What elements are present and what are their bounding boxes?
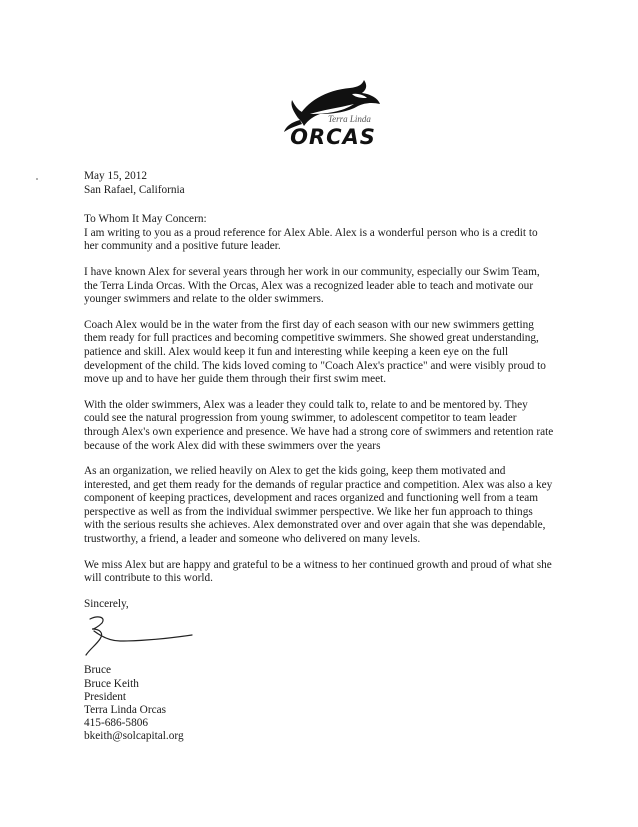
- letter-location: San Rafael, California: [84, 183, 185, 196]
- contact-name: Bruce Keith: [84, 677, 139, 690]
- scan-speck: [36, 178, 38, 180]
- paragraph-3: Coach Alex would be in the water from the first day of each season with our new swimmers getting them ready for full practices and becoming competitive swimmers. She showed great understanding, patience and skill. Alex would keep it fun and interesting while keeping a keen eye on the full development of the child. The kids loved coming to "Coach Alex's practice" and were visibly proud to move up and to have her guide them through their first swim meet.: [84, 318, 546, 386]
- date-location-block: [84, 170, 554, 197]
- paragraph-1: I am writing to you as a proud reference for Alex Able. Alex is a wonderful person who is a credit to her community and a positive future leader.: [84, 226, 538, 253]
- orca-whale-icon: [268, 76, 398, 150]
- signature-first-name: Bruce: [84, 664, 111, 677]
- paragraph-4: With the older swimmers, Alex was a leader they could talk to, relate to and be mentored by. They could see the natural progression from young swimmer, to adolescent competitor to team leader through Alex's own experience and presence. We have had a strong core of swimmers and retention rate because of the work Alex did with these swimmers over the years: [84, 398, 554, 452]
- letter-body: [84, 170, 554, 743]
- contact-email: bkeith@solcapital.org: [84, 729, 184, 742]
- contact-phone: 415-686-5806: [84, 716, 149, 729]
- contact-title: President: [84, 690, 127, 703]
- contact-block: [84, 678, 554, 743]
- paragraph-2: I have known Alex for several years through her work in our community, especially our Swim Team, the Terra Linda Orcas. With the Orcas, Alex was a recognized leader able to teach and motivate our younger swimmers and relate to the older swimmers.: [84, 265, 540, 306]
- svg-text:Terra Linda: Terra Linda: [328, 114, 371, 124]
- orcas-logo: [268, 76, 398, 150]
- paragraph-5: As an organization, we relied heavily on Alex to get the kids going, keep them motivated and interested, and get them ready for the demands of regular practice and competition. Alex was also a key component of keeping practices, development and races organized and functioning well from a team perspective as well as from the individual swimmer perspective. We like her fun approach to things with the serious results she achieves. Alex demonstrated over and over again that she was dependable, trustworthy, a friend, a leader and someone who delivered on many levels.: [84, 465, 553, 546]
- handwritten-signature: [80, 611, 200, 659]
- letter-date: May 15, 2012: [84, 170, 148, 182]
- salutation: To Whom It May Concern:: [84, 213, 207, 226]
- contact-organization: Terra Linda Orcas: [84, 703, 167, 716]
- svg-text:ORCAS: ORCAS: [290, 125, 376, 149]
- closing: Sincerely,: [84, 597, 129, 610]
- paragraph-6: We miss Alex but are happy and grateful to be a witness to her continued growth and proud of what she will contribute to this world.: [84, 558, 552, 585]
